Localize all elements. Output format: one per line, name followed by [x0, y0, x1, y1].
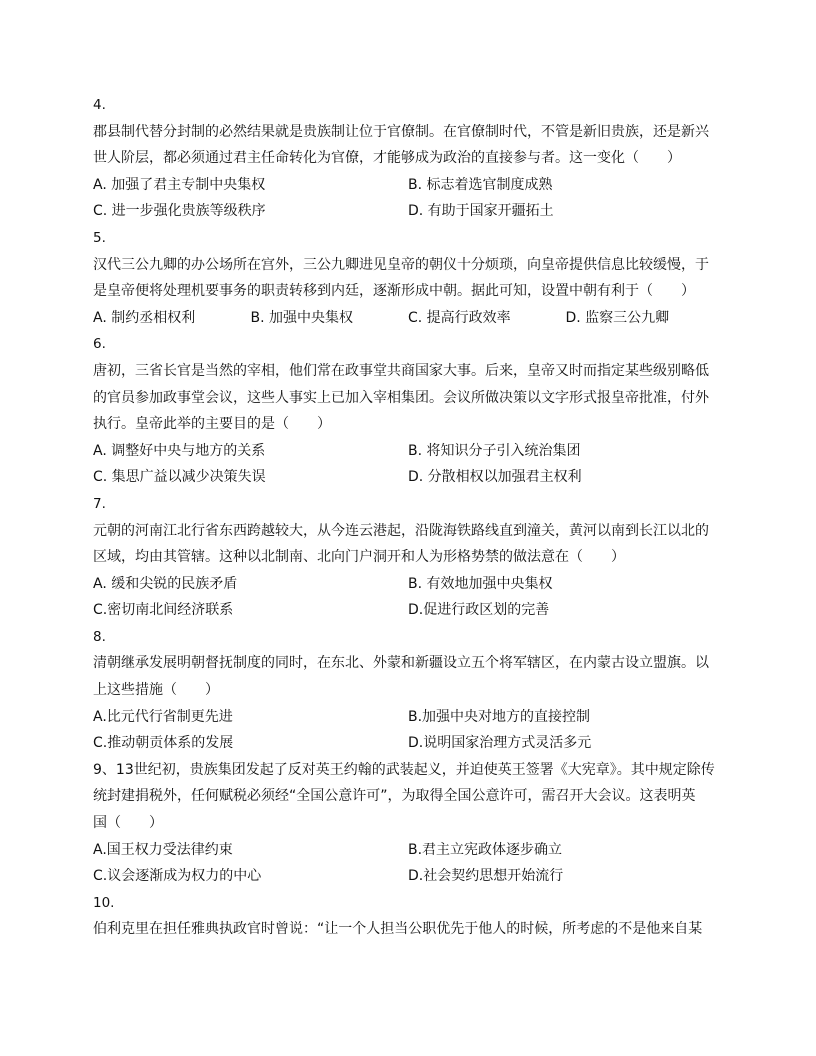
question-10-stem-line-1: 伯利克里在担任雅典执政官时曾说：“让一个人担当公职优先于他人的时候，所考虑的不是他来自某	[93, 921, 703, 938]
question-6-options-row-1	[93, 438, 723, 465]
question-6-options-row-2	[93, 464, 723, 491]
question-9-stem-line-1: 9、13世纪初，贵族集团发起了反对英王约翰的武装起义，并迫使英王签署《大宪章》。其中规定除传	[93, 761, 715, 778]
question-6-stem-line-1: 唐初，三省长官是当然的宰相，他们常在政事堂共商国家大事。后来，皇帝又时而指定某些级别略低	[93, 362, 709, 379]
question-4-option-d: D. 有助于国家开疆拓土	[408, 203, 554, 220]
question-7-option-b: B. 有效地加强中央集权	[408, 575, 553, 592]
question-9-stem-line-2: 统封建捐税外，任何赋税必须经“全国公意许可”，为取得全国公意许可，需召开大会议。这表明英	[93, 788, 696, 805]
question-9-option-c: C.议会逐渐成为权力的中心	[93, 868, 262, 885]
question-8-stem-line-1: 清朝继承发展明朝督抚制度的同时，在东北、外蒙和新疆设立五个将军辖区，在内蒙古设立盟旗。以	[93, 655, 709, 672]
question-4-options-row-2	[93, 198, 723, 225]
question-9-option-b: B.君主立宪政体逐步确立	[408, 841, 563, 858]
question-8-option-d: D.说明国家治理方式灵活多元	[408, 735, 592, 752]
question-9-option-a: A.国王权力受法律约束	[93, 841, 233, 858]
question-9-options-row-2	[93, 863, 723, 890]
question-5-option-a: A. 制约丞相权利	[93, 309, 196, 326]
question-6-option-a: A. 调整好中央与地方的关系	[93, 442, 266, 459]
question-7-options-row-2	[93, 597, 723, 624]
question-6-option-c: C. 集思广益以减少决策失误	[93, 469, 266, 486]
question-7-number: 7.	[93, 495, 106, 512]
question-4-option-c: C. 进一步强化贵族等级秩序	[93, 203, 266, 220]
question-6-option-d: D. 分散相权以加强君主权利	[408, 469, 582, 486]
question-7-options-row-1	[93, 571, 723, 598]
question-4-options-row-1	[93, 172, 723, 199]
question-5-stem-line-1: 汉代三公九卿的办公场所在宫外，三公九卿进见皇帝的朝仪十分烦琐，向皇帝提供信息比较缓慢，于	[93, 256, 709, 273]
question-4-option-b: B. 标志着选官制度成熟	[408, 176, 553, 193]
question-8-option-c: C.推动朝贡体系的发展	[93, 735, 234, 752]
question-7-option-a: A. 缓和尖锐的民族矛盾	[93, 575, 238, 592]
question-7-stem-line-1: 元朝的河南江北行省东西跨越较大，从今连云港起，沿陇海铁路线直到潼关，黄河以南到长江以北的	[93, 522, 709, 539]
question-6-stem-line-2: 的官员参加政事堂会议，这些人事实上已加入宰相集团。会议所做决策以文字形式报皇帝批准，付外	[93, 389, 709, 406]
question-8-option-b: B.加强中央对地方的直接控制	[408, 708, 591, 725]
question-7-option-d: D.促进行政区划的完善	[408, 602, 550, 619]
question-5-option-c: C. 提高行政效率	[408, 309, 511, 326]
question-6-number: 6.	[93, 336, 106, 353]
question-4-number: 4.	[93, 97, 106, 113]
question-5-options-row	[93, 305, 723, 332]
question-10-number: 10.	[93, 894, 115, 911]
question-9-options-row-1	[93, 837, 723, 864]
question-4-stem-line-2: 世人阶层，都必须通过君主任命转化为官僚，才能够成为政治的直接参与者。这一变化（ ）	[93, 150, 681, 167]
question-5-option-d: D. 监察三公九卿	[565, 309, 670, 326]
question-5-stem-line-2: 是皇帝便将处理机要事务的职责转移到内廷，逐渐形成中朝。据此可知，设置中朝有利于（ ）	[93, 283, 695, 300]
question-9-stem-line-3: 国（ ）	[93, 815, 163, 832]
question-8-number: 8.	[93, 628, 106, 645]
question-8-options-row-1	[93, 704, 723, 731]
question-4-option-a: A. 加强了君主专制中央集权	[93, 176, 266, 193]
question-8-stem-line-2: 上这些措施（ ）	[93, 682, 219, 699]
question-5-number: 5.	[93, 229, 106, 246]
question-6-option-b: B. 将知识分子引入统治集团	[408, 442, 581, 459]
question-7-stem-line-2: 区域，均由其管辖。这种以北制南、北向门户洞开和人为形格势禁的做法意在（ ）	[93, 549, 625, 566]
question-9-option-d: D.社会契约思想开始流行	[408, 868, 564, 885]
question-8-option-a: A.比元代行省制更先进	[93, 708, 233, 725]
question-8-options-row-2	[93, 730, 723, 757]
question-6-stem-line-3: 执行。皇帝此举的主要目的是（ ）	[93, 416, 331, 433]
document-page	[93, 92, 723, 943]
question-7-option-c: C.密切南北间经济联系	[93, 602, 234, 619]
question-4-stem-line-1: 郡县制代替分封制的必然结果就是贵族制让位于官僚制。在官僚制时代，不管是新旧贵族，还是新兴	[93, 123, 709, 140]
question-5-option-b: B. 加强中央集权	[250, 309, 354, 326]
